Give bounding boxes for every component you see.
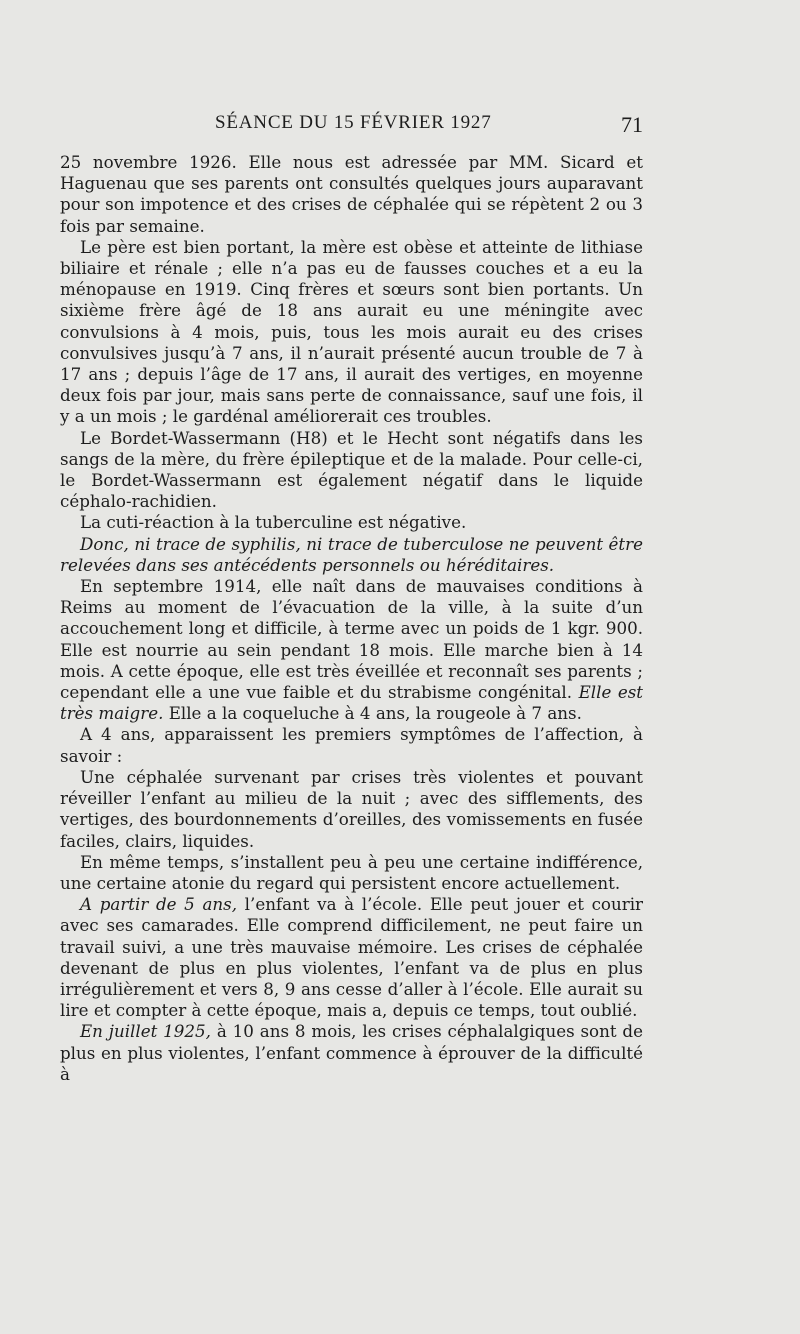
italic-paragraph: Donc, ni trace de syphilis, ni trace de tuberculose ne peuvent être relevées dans ses antécédents personnels ou héréditaires. — [60, 533, 643, 575]
paragraph-text: l’enfant va à l’école. Elle peut jouer et courir avec ses camarades. Elle comprend difficilement, ne peut faire un travail suivi, a une très mauvaise mémoire. Les crises de céphalée devenant de plus en plus violentes, l’enfant va de plus en plus irrégulièrement et vers 8, 9 ans cesse d’aller à l’école. Elle aurait su lire et compter à cette époque, mais a, depuis ce temps, tout oublié. — [60, 894, 644, 1021]
paragraph: 25 novembre 1926. Elle nous est adressée par MM. Sicard et Haguenau que ses parents ont consultés quelques jours auparavant pour son impotence et des crises de céphalée qui se répètent 2 ou 3 fois par semaine. — [60, 152, 643, 236]
running-header — [60, 112, 643, 142]
paragraph-text: En septembre 1914, elle naît dans de mauvaises conditions à Reims au moment de l’évacuation de la ville, à la suite d’un accouchement long et difficile, à terme avec un poids de 1 kgr. 900. Elle est nourrie au sein pendant 18 mois. Elle marche bien à 14 mois. A cette époque, elle est très éveillée et reconnaît ses parents ; cependant elle a une vue faible et du strabisme congénital. — [60, 576, 643, 703]
paragraph — [60, 576, 643, 724]
italic-phrase: A partir de 5 ans, — [80, 894, 238, 915]
paragraph — [60, 1021, 643, 1085]
paragraph: La cuti-réaction à la tuberculine est négative. — [80, 512, 467, 533]
italic-phrase: Elle est très maigre. — [60, 682, 643, 724]
paragraph: En même temps, s’installent peu à peu une certaine indifférence, une certaine atonie du regard qui persistent encore actuellement. — [60, 851, 643, 893]
paragraph: Le père est bien portant, la mère est obèse et atteinte de lithiase biliaire et rénale ; elle n’a pas eu de fausses couches et a eu la ménopause en 1919. Cinq frères et sœurs sont bien portants. Un sixième frère âgé de 18 ans aurait eu une méningite avec convulsions à 4 mois, puis, tous les mois aurait eu des crises convulsives jusqu’à 7 ans, il n’aurait présenté aucun trouble de 7 à 17 ans ; depuis l’âge de 17 ans, il aurait des vertiges, en moyenne deux fois par jour, mais sans perte de connaissance, sauf une fois, il y a un mois ; le gardénal améliorerait ces troubles. — [60, 236, 643, 427]
paragraph — [60, 894, 643, 1021]
running-title: SÉANCE DU 15 FÉVRIER 1927 — [215, 112, 492, 133]
paragraph-text: à 10 ans 8 mois, les crises céphalalgiques sont de plus en plus violentes, l’enfant commence à éprouver de la difficulté à — [60, 1021, 643, 1084]
italic-phrase: En juillet 1925, — [80, 1021, 211, 1042]
paragraph: A 4 ans, apparaissent les premiers symptômes de l’affection, à savoir : — [60, 724, 643, 766]
paragraph: Le Bordet-Wassermann (H8) et le Hecht sont négatifs dans les sangs de la mère, du frère épileptique et de la malade. Pour celle-ci, le Bordet-Wassermann est également négatif dans le liquide céphalo-rachidien. — [60, 427, 643, 512]
paragraph: Une céphalée survenant par crises très violentes et pouvant réveiller l’enfant au milieu de la nuit ; avec des sifflements, des vertiges, des bourdonnements d’oreilles, des vomissements en fusée faciles, clairs, liquides. — [60, 766, 643, 851]
paragraph-text: Elle a la coqueluche à 4 ans, la rougeole à 7 ans. — [168, 703, 582, 724]
body-text — [60, 152, 643, 1085]
page-number: 71 — [621, 112, 643, 137]
